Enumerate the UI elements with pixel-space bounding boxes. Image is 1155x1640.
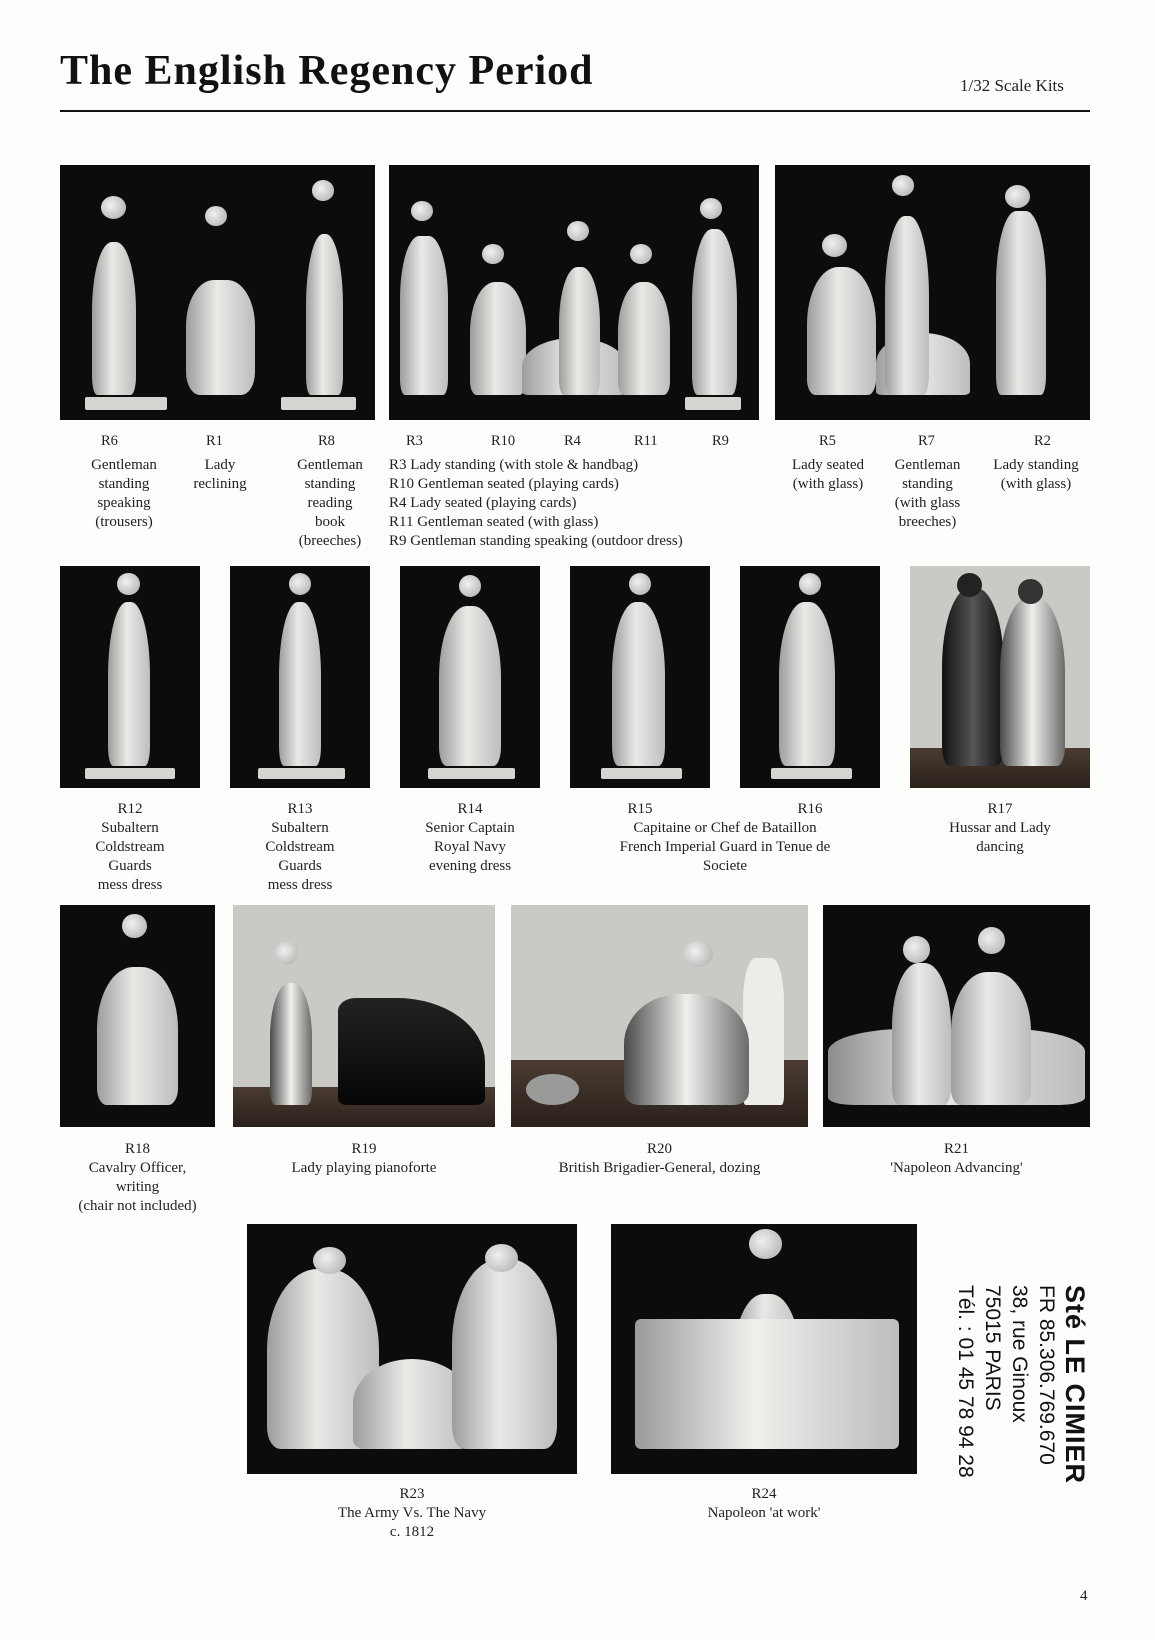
photo-r5-r7-r2 bbox=[775, 165, 1090, 420]
caption-r24: R24 Napoleon 'at work' bbox=[707, 1486, 821, 1521]
code-r15: R15 bbox=[627, 801, 653, 817]
caption-r5: Lady seated (with glass) bbox=[791, 457, 865, 492]
caption-r1: Lady reclining bbox=[193, 457, 247, 492]
photo-r19 bbox=[233, 905, 495, 1127]
title-rule bbox=[60, 110, 1090, 112]
caption-r20: R20 British Brigadier-General, dozing bbox=[558, 1141, 761, 1176]
caption-r14: R14 Senior Captain Royal Navy evening dress bbox=[425, 801, 515, 874]
photo-r24 bbox=[611, 1224, 917, 1474]
photo-r6-r1-r8 bbox=[60, 165, 375, 420]
page-title: The English Regency Period bbox=[60, 48, 594, 94]
photo-r13 bbox=[230, 566, 370, 788]
caption-r6: Gentleman standing speaking (trousers) bbox=[91, 457, 157, 530]
photo-r14 bbox=[400, 566, 540, 788]
photo-r18 bbox=[60, 905, 215, 1127]
stamp-phone: Tél. : 01 45 78 94 28 bbox=[954, 1285, 977, 1478]
code-r11: R11 bbox=[634, 433, 658, 449]
photo-r21 bbox=[823, 905, 1090, 1127]
code-r10: R10 bbox=[491, 433, 516, 449]
stamp-street: 38, rue Ginoux bbox=[1008, 1285, 1031, 1423]
stamp-company: Sté LE CIMIER bbox=[1060, 1285, 1090, 1485]
photo-r20 bbox=[511, 905, 808, 1127]
caption-r12: R12 Subaltern Coldstream Guards mess dress bbox=[95, 801, 165, 893]
list-item: R3 Lady standing (with stole & handbag) bbox=[389, 457, 639, 473]
code-r4: R4 bbox=[564, 433, 581, 449]
code-r5: R5 bbox=[819, 433, 836, 449]
caption-r17: R17 Hussar and Lady dancing bbox=[949, 801, 1051, 855]
code-r1: R1 bbox=[206, 433, 223, 449]
list-item: R9 Gentleman standing speaking (outdoor dress) bbox=[389, 533, 683, 549]
code-r16: R16 bbox=[797, 801, 823, 817]
caption-r7: Gentleman standing (with glass breeches) bbox=[894, 457, 961, 530]
page-number: 4 bbox=[1080, 1588, 1088, 1604]
caption-r2: Lady standing (with glass) bbox=[993, 457, 1079, 492]
stamp-city: 75015 PARIS bbox=[981, 1285, 1004, 1411]
scale-label: 1/32 Scale Kits bbox=[960, 76, 1064, 95]
code-r9: R9 bbox=[712, 433, 729, 449]
photo-r17 bbox=[910, 566, 1090, 788]
caption-r21: R21 'Napoleon Advancing' bbox=[890, 1141, 1023, 1176]
list-item: R10 Gentleman seated (playing cards) bbox=[389, 476, 619, 492]
photo-r15 bbox=[570, 566, 710, 788]
list-item: R4 Lady seated (playing cards) bbox=[389, 495, 577, 511]
caption-r23: R23 The Army Vs. The Navy c. 1812 bbox=[337, 1486, 487, 1540]
code-r3: R3 bbox=[406, 433, 423, 449]
photo-r12 bbox=[60, 566, 200, 788]
photo-r23 bbox=[247, 1224, 577, 1474]
caption-r19: R19 Lady playing pianoforte bbox=[291, 1141, 437, 1176]
stamp-registration: FR 85.306.769.670 bbox=[1035, 1285, 1058, 1465]
code-r8: R8 bbox=[318, 433, 335, 449]
caption-r13: R13 Subaltern Coldstream Guards mess dress bbox=[265, 801, 335, 893]
caption-r8: Gentleman standing reading book (breeches) bbox=[297, 457, 363, 549]
photo-r3-r10-r4-r11-r9 bbox=[389, 165, 759, 420]
caption-list-r3-r9 bbox=[389, 456, 683, 551]
code-r2: R2 bbox=[1034, 433, 1051, 449]
caption-r18: R18 Cavalry Officer, writing (chair not included) bbox=[78, 1141, 197, 1214]
photo-r16 bbox=[740, 566, 880, 788]
list-item: R11 Gentleman seated (with glass) bbox=[389, 514, 599, 530]
caption-r15: Capitaine or Chef de Bataillon French Imperial Guard in Tenue de Societe bbox=[619, 820, 831, 874]
code-r7: R7 bbox=[918, 433, 935, 449]
code-r6: R6 bbox=[101, 433, 118, 449]
